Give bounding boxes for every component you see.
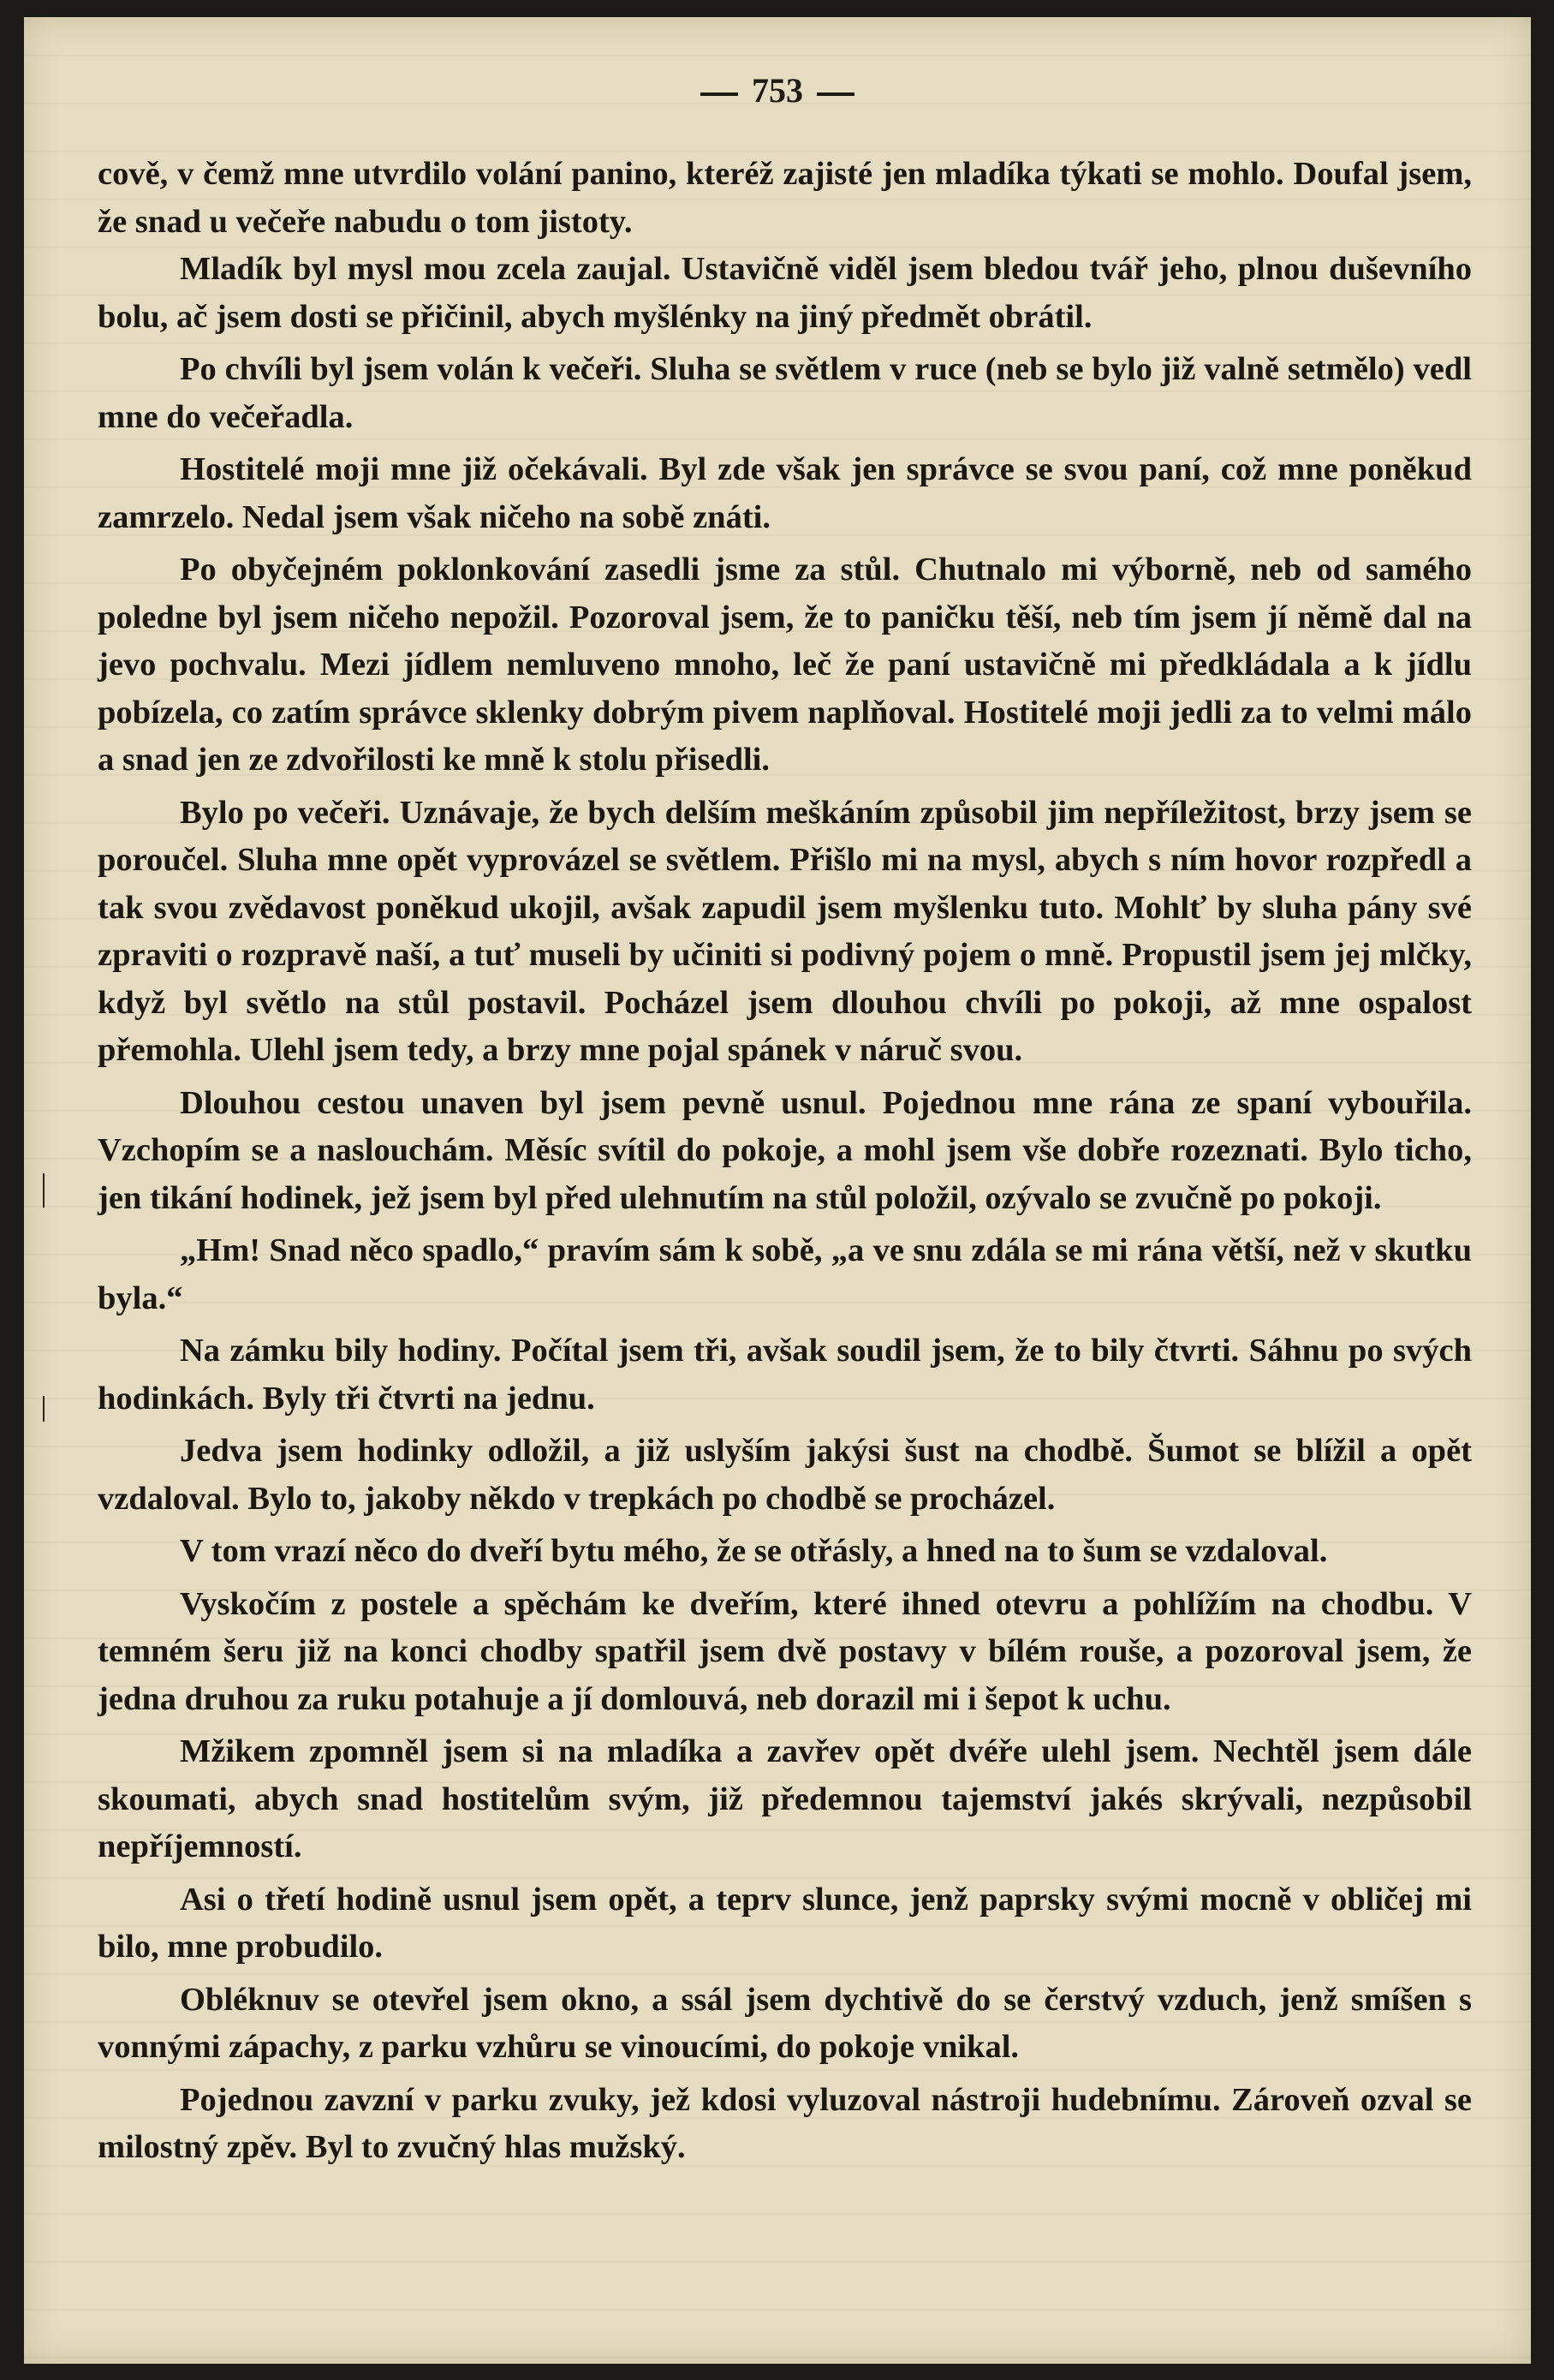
- book-page: [24, 17, 1531, 2364]
- header-dash-left: [700, 92, 738, 96]
- paragraph: Hostitelé moji mne již očekávali. Byl zde však jen správce se svou paní, což mne poněkud zamrzelo. Nedal jsem však ničeho na sobě znáti.: [98, 451, 1472, 535]
- paragraph: Asi o třetí hodině usnul jsem opět, a teprv slunce, jenž paprsky svými mocně v obličej mi bilo, mne probudilo.: [98, 1881, 1472, 1965]
- header-dash-right: [817, 92, 854, 96]
- margin-mark: [43, 1173, 45, 1208]
- paragraph: Bylo po večeři. Uznávaje, že bych delším meškáním způsobil jim nepříležitost, brzy jsem se poroučel. Sluha mne opět vyprovázel se světlem. Přišlo mi na mysl, abych s ním hovor rozpředl a tak svou zvědavost poněkud ukojil, avšak zapudil jsem myšlenku tuto. Mohlť by sluha pány své zpraviti o rozpravě naší, a tuť museli by učiniti si podivný pojem o mně. Propustil jsem jej mlčky, když byl světlo na stůl postavil. Pocházel jsem dlouhou chvíli po pokoji, až mne ospalost přemohla. Ulehl jsem tedy, a brzy mne pojal spánek v náruč svou.: [98, 794, 1472, 1068]
- paragraph: Dlouhou cestou unaven byl jsem pevně usnul. Pojednou mne rána ze spaní vybouřila. Vzchopím se a naslouchám. Měsíc svítil do pokoje, a mohl jsem vše dobře rozeznati. Bylo ticho, jen tikání hodinek, jež jsem byl před ulehnutím na stůl položil, ozývalo se zvučně po pokoji.: [98, 1084, 1472, 1216]
- paragraph: Po chvíli byl jsem volán k večeři. Sluha se světlem v ruce (neb se bylo již valně setmělo) vedl mne do večeřadla.: [98, 351, 1472, 435]
- paragraph: Jedva jsem hodinky odložil, a již uslyším jakýsi šust na chodbě. Šumot se blížil a opět vzdaloval. Bylo to, jakoby někdo v trepkách po chodbě se procházel.: [98, 1433, 1472, 1517]
- paragraph: Po obyčejném poklonkování zasedli jsme za stůl. Chutnalo mi výborně, neb od samého poledne byl jsem ničeho nepožil. Pozoroval jsem, že to paničku těší, neb tím jsem jí němě dal na jevo pochvalu. Mezi jídlem nemluveno mnoho, leč že paní ustavičně mi předkládala a k jídlu pobízela, co zatím správce sklenky dobrým pivem naplňoval. Hostitelé moji jedli za to velmi málo a snad jen ze zdvořilosti ke mně k stolu přisedli.: [98, 552, 1472, 778]
- paragraph: V tom vrazí něco do dveří bytu mého, že se otřásly, a hned na to šum se vzdaloval.: [180, 1533, 1328, 1569]
- paragraph: Mladík byl mysl mou zcela zaujal. Ustavičně viděl jsem bledou tvář jeho, plnou duševního bolu, ač jsem dosti se přičinil, abych myšlénky na jiný předmět obrátil.: [98, 251, 1472, 335]
- paragraph: Pojednou zavzní v parku zvuky, jež kdosi vyluzoval nástroji hudebnímu. Zároveň ozval se milostný zpěv. Byl to zvučný hlas mužský.: [98, 2081, 1472, 2165]
- page-number: 753: [752, 71, 803, 110]
- page-header: [24, 70, 1531, 110]
- paragraph: Mžikem zpomněl jsem si na mladíka a zavřev opět dvéře ulehl jsem. Nechtěl jsem dále skoumati, abych snad hostitelům svým, již předemnou tajemství jakés skrývali, nezpůsobil nepříjemností.: [98, 1733, 1472, 1864]
- paragraph: Na zámku bily hodiny. Počítal jsem tři, avšak soudil jsem, že to bily čtvrti. Sáhnu po svých hodinkách. Byly tři čtvrti na jednu.: [98, 1333, 1472, 1417]
- body-text: [98, 151, 1472, 2172]
- paragraph: cově, v čemž mne utvrdilo volání panino, kteréž zajisté jen mladíka týkati se mohlo. Doufal jsem, že snad u večeře nabudu o tom jistoty.: [98, 156, 1472, 240]
- paragraph: „Hm! Snad něco spadlo,“ pravím sám k sobě, „a ve snu zdála se mi rána větší, než v skutku byla.“: [98, 1232, 1472, 1316]
- paragraph: Obléknuv se otevřel jsem okno, a ssál jsem dychtivě do se čerstvý vzduch, jenž smíšen s vonnými zápachy, z parku vzhůru se vinoucími, do pokoje vnikal.: [98, 1981, 1472, 2065]
- paragraph: Vyskočím z postele a spěchám ke dveřím, které ihned otevru a pohlížím na chodbu. V temném šeru již na konci chodby spatřil jsem dvě postavy v bílém rouše, a pozoroval jsem, že jedna druhou za ruku potahuje a jí domlouvá, neb dorazil mi i šepot k uchu.: [98, 1585, 1472, 1717]
- margin-mark: [43, 1396, 45, 1422]
